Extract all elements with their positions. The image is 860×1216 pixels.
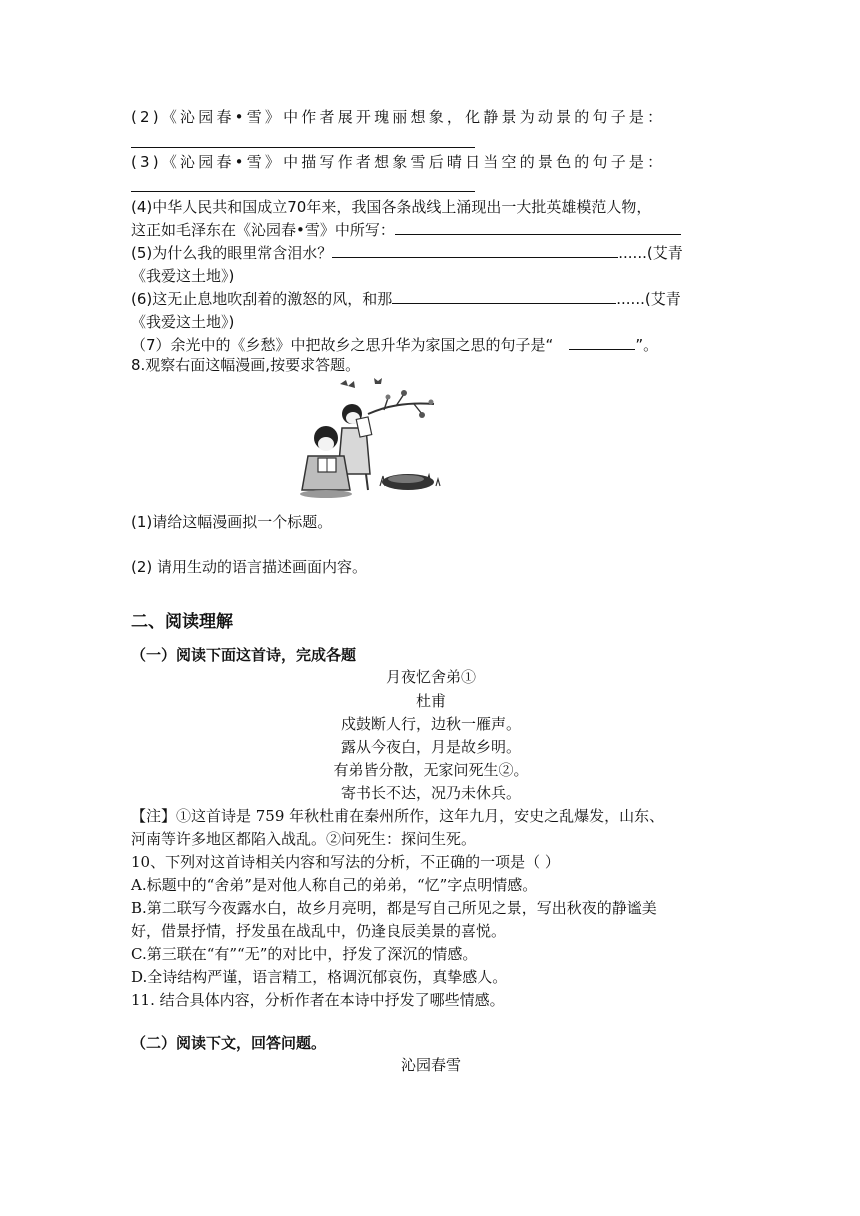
part1-title: （一）阅读下面这首诗，完成各题 (131, 646, 357, 664)
q2-line: (2)《沁园春•雪》中作者展开瑰丽想象，化静景为动景的句子是： (131, 108, 666, 126)
note-line: 河南等许多地区都陷入战乱。②问死生：探问生死。 (131, 830, 477, 848)
poem-author: 杜甫 (415, 692, 446, 710)
option-a: A.标题中的“舍弟”是对他人称自己的弟弟，“忆”字点明情感。 (131, 876, 538, 894)
q8-title: 8.观察右面这幅漫画,按要求答题。 (131, 356, 361, 374)
q5-line (131, 243, 731, 263)
answer-blank (569, 335, 635, 350)
option-c: C.第三联在“有”“无”的对比中，抒发了深沉的情感。 (131, 945, 478, 963)
note-line: 【注】①这首诗是 759 年秋杜甫在秦州所作，这年九月，安史之乱爆发，山东、 (131, 807, 665, 825)
poem2-title: 沁园春雪 (400, 1056, 461, 1074)
poem-title: 月夜忆舍弟① (385, 668, 476, 686)
answer-blank (395, 220, 681, 235)
q4-text: 这正如毛泽东在《沁园春•雪》中所写： (131, 221, 395, 239)
q10-stem: 10、下列对这首诗相关内容和写法的分析，不正确的一项是（ ） (131, 853, 560, 871)
cartoon-illustration (296, 378, 442, 500)
q3-line: (3)《沁园春•雪》中描写作者想象雪后晴日当空的景色的句子是： (131, 153, 666, 171)
q5-text: (5)为什么我的眼里常含泪水？ (131, 244, 333, 262)
q6-line (131, 289, 731, 309)
q7-end: ”。 (635, 336, 659, 354)
answer-blank (392, 289, 616, 304)
q8-sub2: (2) 请用生动的语言描述画面内容。 (131, 558, 368, 576)
answer-blank (332, 243, 618, 258)
poem-line: 露从今夜白，月是故乡明。 (340, 738, 521, 756)
poem-line: 有弟皆分散，无家问死生②。 (333, 761, 529, 779)
q7-text: （7）余光中的《乡愁》中把故乡之思升华为家国之思的句子是“ (131, 336, 554, 354)
q6-attribution: ......(艾青 (616, 290, 681, 308)
part2-title: （二）阅读下文，回答问题。 (131, 1034, 327, 1052)
option-b: B.第二联写今夜露水白，故乡月亮明，都是写自己所见之景，写出秋夜的静谧美 (131, 899, 657, 917)
poem-line: 戍鼓断人行，边秋一雁声。 (340, 715, 521, 733)
q4-line: (4)中华人民共和国成立70年来，我国各条战线上涌现出一大批英雄模范人物， (131, 198, 652, 216)
q4-line-cont (131, 220, 731, 240)
answer-line (131, 191, 475, 192)
q11-stem: 11. 结合具体内容，分析作者在本诗中抒发了哪些情感。 (131, 991, 505, 1009)
answer-line (131, 147, 475, 148)
q7-line (131, 335, 731, 355)
option-d: D.全诗结构严谨，语言精工，格调沉郁哀伤，真挚感人。 (131, 968, 508, 986)
poem-line: 寄书长不达，况乃未休兵。 (340, 784, 521, 802)
q6-text: (6)这无止息地吹刮着的激怒的风，和那 (131, 290, 393, 308)
q8-sub1: (1)请给这幅漫画拟一个标题。 (131, 513, 333, 531)
section-heading: 二、阅读理解 (131, 612, 233, 632)
option-b-cont: 好，借景抒情，抒发虽在战乱中，仍逢良辰美景的喜悦。 (131, 922, 507, 940)
q6-source: 《我爱这土地》) (131, 313, 235, 331)
q5-source: 《我爱这土地》) (131, 267, 235, 285)
q5-attribution: ......(艾青 (618, 244, 683, 262)
